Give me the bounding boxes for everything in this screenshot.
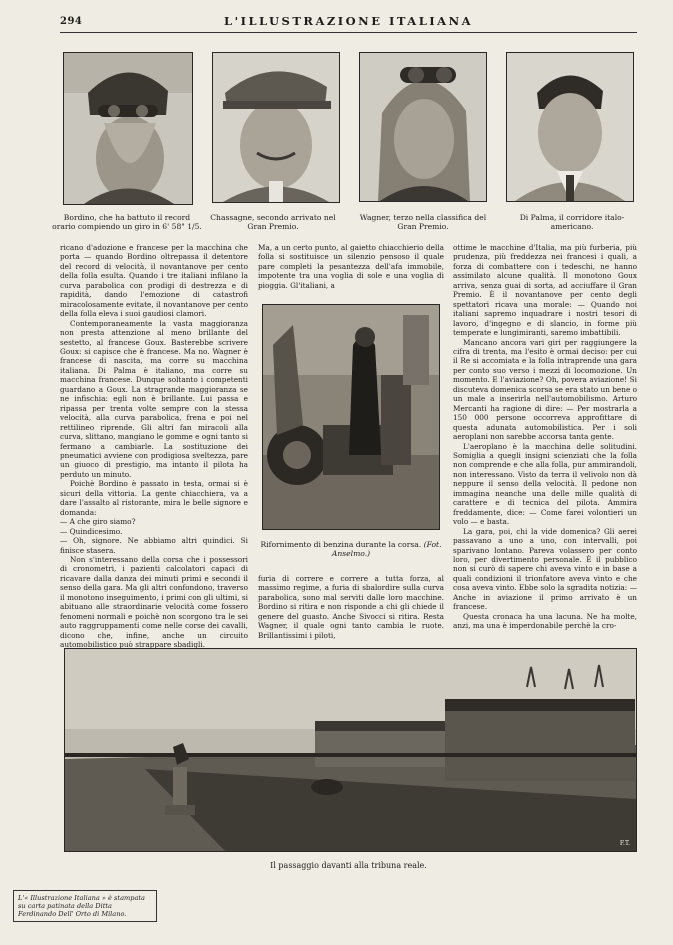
colophon-box: L'« Illustrazione Italiana » è stampata su carta patinata della Ditta Ferdinando Dell' Orto di Milano. <box>13 890 157 922</box>
dialogue-line: — A che giro siamo? <box>60 517 136 527</box>
article-column-1 <box>60 243 248 650</box>
page-header <box>60 12 637 32</box>
paragraph: Ma, a un certo punto, al gaietto chiacchierio della folla si sostituisce un silenzio pensoso il quale pare completi la pesantezza dell'afa immobile, impotente tra una voglia di sole e una voglia di pioggia. Gl'italiani, a <box>258 243 444 290</box>
portrait-image <box>360 53 486 201</box>
grandstand-photo <box>64 648 637 852</box>
refueling-photo <box>262 304 440 530</box>
dialogue-line: — Oh, signore. Ne abbiamo altri quindici. Si finisce stasera. <box>60 536 248 555</box>
paragraph: furia di correre e correre a tutta forza, al massimo regime, a furia di sbalordire sulla curva parabolica, sono mal serviti dalle loro macchine. Bordino si ritira e non risponde a chi gli chiede il genere del guasto. Anche Sivocci si ritira. Resta Wagner, il quale ogni tanto cambia le ruote. Brillantissimi i piloti, <box>258 574 444 640</box>
refueling-caption: Rifornimento di benzina durante la corsa. (Fot. Anselmo.) <box>260 540 442 558</box>
paragraph: Contemporaneamente la vasta maggioranza non presta attenzione al meno brillante del sestetto, al francese Goux. Basterebbe scrivere Goux: si capisce che è francese. Ma no. Wagner è francese di nascita, ma corre su macchina italiana. Di Palma è italiano, ma corre su macchina francese. Dunque soltanto i competenti guardano a Goux. La stragrande maggioranza se ne infischia: egli non è brillante. Lui passa e ripassa per trenta volte sempre con la stessa velocità, alla curva parabolica, frena e poi nel rettilineo riprende. Gli altri fan miracoli alla curva, slittano, mangiano le gomme e ogni tanto si fermano a cambiarle. La sostituzione dei pneumatici avviene con prodigiosa sveltezza, pare un giuoco di prestigio, ma intanto il pilota ha perduto un minuto. <box>60 318 248 479</box>
photographer-initials: F.T. <box>619 840 630 847</box>
paragraph: Mancano ancora vari giri per raggiungere la cifra di trenta, ma l'esito è ormai deciso: per cui il Re si accomiata e la folla intraprende una gara per conto suo verso i mezzi di locomozione. Un momento. E l'aviazione? Oh, povera aviazione! Si discuteva domenica scorsa se era stato un bene o un male a inserirla nell'automobilismo. Arturo Mercanti ha ragione di dire: — Per mostrarla a 150 000 persone occorreva approfittare di questa adunata automobilistica. Per i soli aeroplani non sarebbe accorsa tanta gente. <box>453 337 637 442</box>
portrait-caption-4: Di Palma, il corridore italo-americano. <box>519 213 625 231</box>
portrait-chassagne <box>212 52 340 203</box>
portrait-image <box>213 53 339 202</box>
portrait-caption-2: Chassagne, secondo arrivato nel Gran Premio. <box>210 213 336 231</box>
running-title: L'ILLUSTRAZIONE ITALIANA <box>223 14 474 28</box>
paragraph: L'aeroplano è la macchina delle solitudini. Somiglia a quegli insigni scienziati che la folla non comprende e che alla folla, pur ammirandoli, non interessano. Visto da terra il velivolo non dà neppure il senso della velocità. Il pedone non immagina neanche una delle mille qualità di carattere e di tecnica del pilota. Ammira freddamente, dice: — Come farei volontieri un volo — e basta. <box>453 441 637 527</box>
grandstand-image <box>65 649 636 851</box>
portrait-image <box>64 53 192 204</box>
dialogue-line: — Quindicesimo. <box>60 526 123 536</box>
portrait-image <box>507 53 633 201</box>
page-number: 294 <box>60 16 83 27</box>
paragraph: Questa cronaca ha una lacuna. Ne ha molte, anzi, ma una è imperdonabile perchè la cro- <box>453 611 637 631</box>
article-column-2-top <box>258 243 444 290</box>
article-column-3 <box>453 243 637 639</box>
portrait-caption-3: Wagner, terzo nella classifica del Gran Premio. <box>359 213 487 231</box>
header-rule <box>60 32 637 33</box>
paragraph: La gara, poi, chi la vide domenica? Gli aerei passavano a uno a uno, con intervalli, poi sparivano lontano. Pareva volassero per conto loro, per divertimento personale. È il pubblico non si curò di sapere chi aveva vinto e in base a quali condizioni il trionfatore aveva vinto e che cosa aveva vinto. Ebbe solo la sgradita notizia: — Anche in aviazione il primo arrivato è un francese. <box>453 526 637 612</box>
portrait-caption-1: Bordino, che ha battuto il record orario compiendo un giro in 6' 58" 1/5. <box>52 213 202 231</box>
paragraph: Poichè Bordino è passato in testa, ormai si è sicuri della vittoria. La gente chiacchiera, va a dare l'assalto al ristorante, mira le belle signore e domanda: <box>60 479 248 517</box>
paragraph: ricano d'adozione e francese per la macchina che porta — quando Bordino oltrepassa il detentore del record di velocità, il novantanove per cento della folla esulta. Quando i tre italiani infilano la curva parabolica con prodigi di destrezza e di rapidità, dando l'emozione di catastrofi miracolosamente evitate, il novantanove per cento della folla eleva i suoi gaudiosi clamori. <box>60 243 248 319</box>
grandstand-caption: Il passaggio davanti alla tribuna reale. <box>270 861 427 870</box>
article-column-2-bottom <box>258 574 444 640</box>
paragraph: ottime le macchine d'Italia, ma più furberia, più prudenza, più freddezza nei francesi i quali, a forza di combattere con i tedeschi, ne hanno assimilato alcune qualità. Il monotono Goux arriva, senza guai di sorta, ad acciuffare il Gran Premio. È il novantanove per cento degli spettatori ricava una morale: — Quando noi italiani sapremo inquadrare i nostri tesori di lavoro, d'ingegno e di slancio, in forme più temperate e lungimiranti, saremo imbattibili. <box>453 243 637 338</box>
portrait-bordino <box>63 52 193 205</box>
portrait-wagner <box>359 52 487 202</box>
paragraph: Non s'interessano della corsa che i possessori di cronometri, i pazienti calcolatori capaci di ricavare dalla danza dei minuti primi e secondi il senso della gara. Ma gli altri confondono, traverso il monotono inseguimento, i primi con gli ultimi, si abituano alle straordinarie velocità come fossero fenomeni normali e poichè non scorgono tra le sei auto raggruppamenti come nelle corse dei cavalli, dicono che, infine, anche un circuito automobilistico può strappare sbadigli. <box>60 554 248 650</box>
refueling-image <box>263 305 439 529</box>
portrait-di-palma <box>506 52 634 202</box>
